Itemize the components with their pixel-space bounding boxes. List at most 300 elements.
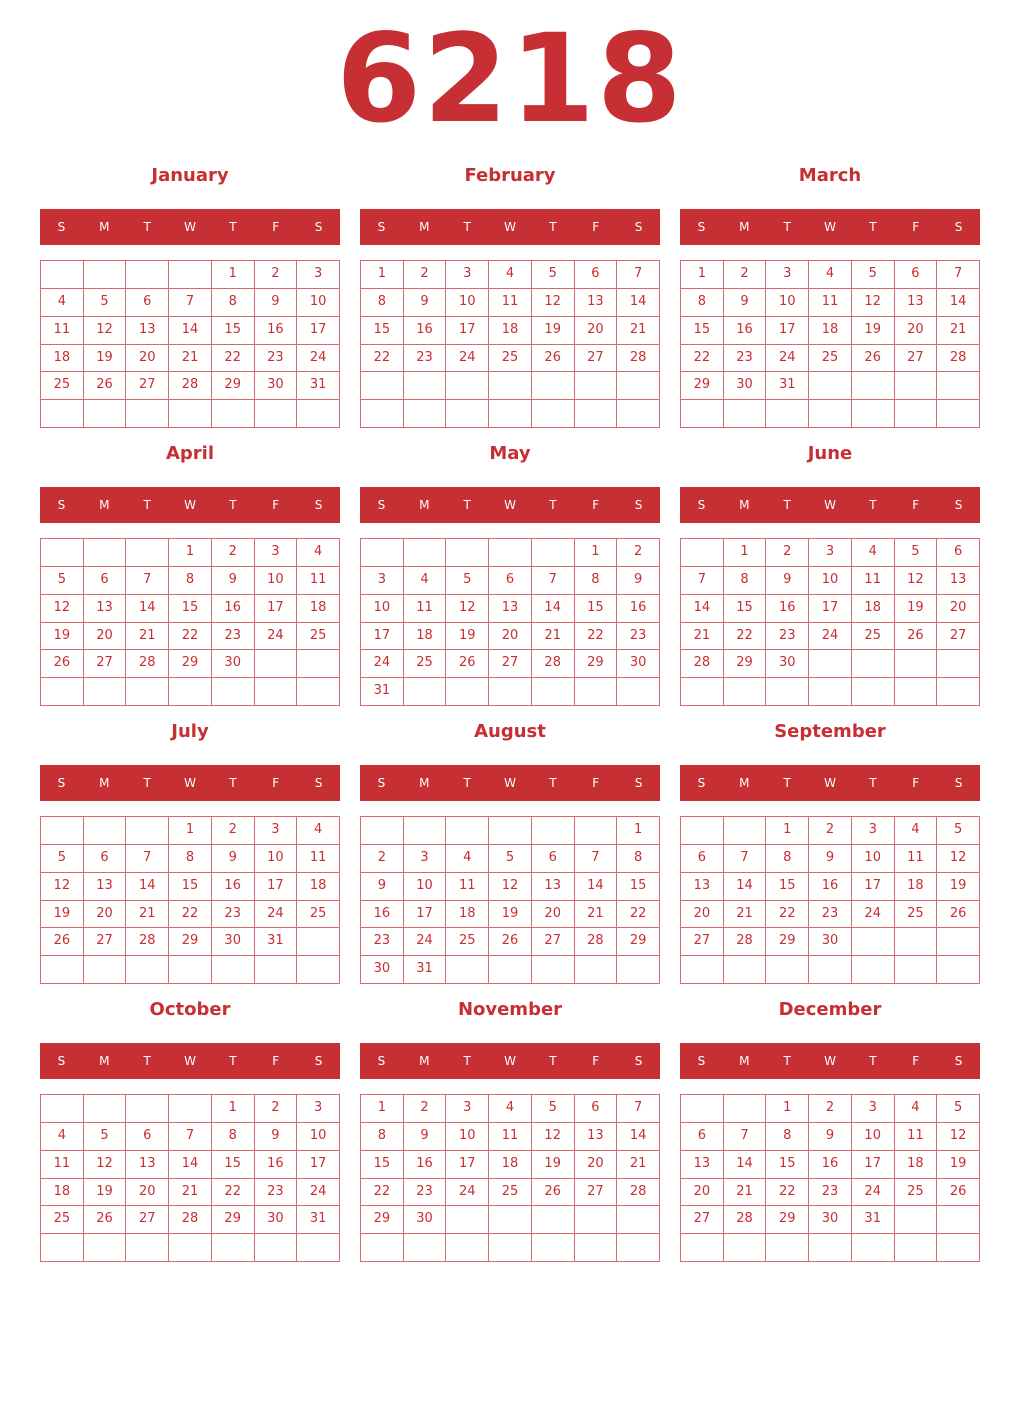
day-cell: 6 xyxy=(937,539,980,567)
empty-day-cell xyxy=(681,539,724,567)
day-cell: 21 xyxy=(617,1151,660,1179)
empty-day-cell xyxy=(532,372,575,400)
empty-day-cell xyxy=(169,956,212,984)
empty-day-cell xyxy=(575,817,618,845)
day-cell: 14 xyxy=(169,1151,212,1179)
empty-day-cell xyxy=(809,1234,852,1262)
weekday-label: S xyxy=(634,220,643,234)
empty-day-cell xyxy=(169,678,212,706)
empty-day-cell xyxy=(809,956,852,984)
day-cell: 19 xyxy=(937,1151,980,1179)
weekday-header xyxy=(40,765,340,801)
weekday-label: T xyxy=(229,220,237,234)
day-cell: 2 xyxy=(361,845,404,873)
empty-day-cell xyxy=(41,1234,84,1262)
empty-day-cell xyxy=(809,678,852,706)
empty-day-cell xyxy=(255,678,298,706)
day-cell: 14 xyxy=(126,873,169,901)
day-cell: 15 xyxy=(617,873,660,901)
day-cell: 12 xyxy=(41,873,84,901)
day-cell: 29 xyxy=(169,928,212,956)
empty-day-cell xyxy=(404,372,447,400)
empty-day-cell xyxy=(809,400,852,428)
empty-day-cell xyxy=(532,817,575,845)
empty-day-cell xyxy=(724,956,767,984)
day-cell: 25 xyxy=(489,1179,532,1207)
day-cell: 19 xyxy=(532,1151,575,1179)
weekday-label: M xyxy=(419,776,430,790)
weekday-label: F xyxy=(912,776,920,790)
day-grid xyxy=(360,260,660,428)
day-cell: 15 xyxy=(212,1151,255,1179)
weekday-label: S xyxy=(377,220,386,234)
day-cell: 29 xyxy=(766,928,809,956)
day-cell: 7 xyxy=(617,261,660,289)
weekday-label: F xyxy=(912,498,920,512)
weekday-label: T xyxy=(229,776,237,790)
day-cell: 1 xyxy=(575,539,618,567)
empty-day-cell xyxy=(809,650,852,678)
empty-day-cell xyxy=(937,372,980,400)
day-cell: 18 xyxy=(895,1151,938,1179)
day-cell: 25 xyxy=(297,623,340,651)
day-cell: 2 xyxy=(809,1095,852,1123)
empty-day-cell xyxy=(489,539,532,567)
day-cell: 26 xyxy=(489,928,532,956)
day-cell: 28 xyxy=(681,650,724,678)
month-name: November xyxy=(457,999,563,1020)
day-cell: 16 xyxy=(617,595,660,623)
empty-day-cell xyxy=(169,1095,212,1123)
weekday-label: F xyxy=(272,220,280,234)
weekday-label: F xyxy=(272,776,280,790)
day-cell: 15 xyxy=(724,595,767,623)
weekday-label: S xyxy=(634,776,643,790)
day-cell: 6 xyxy=(895,261,938,289)
weekday-label: F xyxy=(592,220,600,234)
weekday-label: T xyxy=(463,776,471,790)
month-march xyxy=(680,160,980,430)
day-cell: 27 xyxy=(681,1206,724,1234)
empty-day-cell xyxy=(126,261,169,289)
empty-day-cell xyxy=(41,956,84,984)
day-cell: 15 xyxy=(169,595,212,623)
day-cell: 22 xyxy=(766,1179,809,1207)
weekday-header xyxy=(680,209,980,245)
empty-day-cell xyxy=(361,817,404,845)
day-cell: 22 xyxy=(766,901,809,929)
month-april xyxy=(40,438,340,708)
weekday-label: M xyxy=(419,498,430,512)
day-cell: 24 xyxy=(255,623,298,651)
day-cell: 12 xyxy=(937,1123,980,1151)
weekday-label: S xyxy=(57,220,66,234)
day-cell: 21 xyxy=(724,901,767,929)
day-cell: 18 xyxy=(489,317,532,345)
empty-day-cell xyxy=(126,1234,169,1262)
month-november xyxy=(360,994,660,1264)
day-cell: 20 xyxy=(126,1179,169,1207)
weekday-label: T xyxy=(143,498,151,512)
day-cell: 15 xyxy=(766,873,809,901)
month-name: December xyxy=(778,999,882,1020)
day-cell: 10 xyxy=(852,845,895,873)
day-cell: 5 xyxy=(937,817,980,845)
day-cell: 22 xyxy=(169,901,212,929)
weekday-label: T xyxy=(869,776,877,790)
weekday-label: T xyxy=(869,220,877,234)
empty-day-cell xyxy=(84,261,127,289)
empty-day-cell xyxy=(724,678,767,706)
empty-day-cell xyxy=(446,956,489,984)
empty-day-cell xyxy=(617,956,660,984)
day-cell: 1 xyxy=(169,539,212,567)
day-cell: 5 xyxy=(41,567,84,595)
day-cell: 5 xyxy=(532,261,575,289)
day-cell: 2 xyxy=(724,261,767,289)
empty-day-cell xyxy=(681,1095,724,1123)
day-cell: 27 xyxy=(895,345,938,373)
day-cell: 20 xyxy=(937,595,980,623)
day-cell: 10 xyxy=(852,1123,895,1151)
day-cell: 24 xyxy=(446,345,489,373)
day-cell: 12 xyxy=(84,1151,127,1179)
day-cell: 12 xyxy=(895,567,938,595)
day-cell: 26 xyxy=(84,1206,127,1234)
empty-day-cell xyxy=(575,372,618,400)
day-cell: 6 xyxy=(126,1123,169,1151)
day-cell: 26 xyxy=(937,1179,980,1207)
day-cell: 5 xyxy=(489,845,532,873)
day-cell: 20 xyxy=(895,317,938,345)
empty-day-cell xyxy=(84,956,127,984)
day-cell: 31 xyxy=(255,928,298,956)
weekday-label: W xyxy=(824,1054,836,1068)
empty-day-cell xyxy=(489,1234,532,1262)
weekday-label: W xyxy=(824,776,836,790)
day-cell: 2 xyxy=(255,261,298,289)
day-cell: 18 xyxy=(895,873,938,901)
day-cell: 26 xyxy=(41,928,84,956)
weekday-label: F xyxy=(272,498,280,512)
weekday-label: T xyxy=(549,498,557,512)
day-cell: 25 xyxy=(404,650,447,678)
day-cell: 23 xyxy=(212,623,255,651)
day-cell: 9 xyxy=(255,289,298,317)
day-cell: 24 xyxy=(361,650,404,678)
month-name: June xyxy=(807,443,853,464)
day-cell: 29 xyxy=(212,1206,255,1234)
day-cell: 6 xyxy=(681,845,724,873)
empty-day-cell xyxy=(489,1206,532,1234)
day-cell: 2 xyxy=(404,1095,447,1123)
day-cell: 6 xyxy=(489,567,532,595)
day-cell: 10 xyxy=(809,567,852,595)
empty-day-cell xyxy=(84,1095,127,1123)
empty-day-cell xyxy=(766,400,809,428)
day-cell: 17 xyxy=(446,1151,489,1179)
empty-day-cell xyxy=(297,928,340,956)
day-cell: 2 xyxy=(809,817,852,845)
day-cell: 30 xyxy=(724,372,767,400)
day-cell: 7 xyxy=(126,845,169,873)
weekday-label: W xyxy=(184,776,196,790)
day-cell: 19 xyxy=(489,901,532,929)
empty-day-cell xyxy=(895,956,938,984)
empty-day-cell xyxy=(575,956,618,984)
day-cell: 17 xyxy=(404,901,447,929)
empty-day-cell xyxy=(852,678,895,706)
day-cell: 16 xyxy=(404,1151,447,1179)
day-cell: 15 xyxy=(361,1151,404,1179)
day-cell: 11 xyxy=(852,567,895,595)
month-name: March xyxy=(798,165,862,186)
weekday-header xyxy=(360,487,660,523)
empty-day-cell xyxy=(575,1206,618,1234)
empty-day-cell xyxy=(895,400,938,428)
day-cell: 6 xyxy=(681,1123,724,1151)
empty-day-cell xyxy=(852,372,895,400)
month-may xyxy=(360,438,660,708)
empty-day-cell xyxy=(937,956,980,984)
empty-day-cell xyxy=(766,678,809,706)
month-name: January xyxy=(151,165,229,186)
empty-day-cell xyxy=(489,400,532,428)
empty-day-cell xyxy=(681,1234,724,1262)
day-cell: 25 xyxy=(41,1206,84,1234)
day-cell: 23 xyxy=(617,623,660,651)
day-cell: 20 xyxy=(84,623,127,651)
day-cell: 13 xyxy=(126,1151,169,1179)
weekday-label: T xyxy=(869,1054,877,1068)
day-cell: 30 xyxy=(255,1206,298,1234)
empty-day-cell xyxy=(361,400,404,428)
day-grid xyxy=(360,816,660,984)
empty-day-cell xyxy=(297,1234,340,1262)
day-cell: 30 xyxy=(766,650,809,678)
day-cell: 21 xyxy=(126,623,169,651)
empty-day-cell xyxy=(446,539,489,567)
day-cell: 16 xyxy=(361,901,404,929)
day-cell: 22 xyxy=(169,623,212,651)
day-cell: 25 xyxy=(297,901,340,929)
weekday-label: M xyxy=(419,220,430,234)
weekday-label: W xyxy=(184,498,196,512)
day-cell: 3 xyxy=(297,261,340,289)
day-cell: 19 xyxy=(446,623,489,651)
day-cell: 1 xyxy=(361,1095,404,1123)
day-cell: 28 xyxy=(937,345,980,373)
day-cell: 18 xyxy=(41,345,84,373)
day-cell: 16 xyxy=(809,873,852,901)
day-cell: 23 xyxy=(809,901,852,929)
day-cell: 25 xyxy=(446,928,489,956)
day-cell: 9 xyxy=(724,289,767,317)
year-title: 6218 xyxy=(336,8,684,150)
day-cell: 18 xyxy=(489,1151,532,1179)
month-name: May xyxy=(489,443,531,464)
weekday-label: W xyxy=(504,220,516,234)
day-cell: 27 xyxy=(126,1206,169,1234)
day-cell: 3 xyxy=(809,539,852,567)
empty-day-cell xyxy=(41,817,84,845)
day-cell: 28 xyxy=(532,650,575,678)
day-cell: 27 xyxy=(84,650,127,678)
day-cell: 14 xyxy=(681,595,724,623)
empty-day-cell xyxy=(617,1234,660,1262)
empty-day-cell xyxy=(575,1234,618,1262)
day-cell: 3 xyxy=(361,567,404,595)
day-cell: 27 xyxy=(681,928,724,956)
day-cell: 22 xyxy=(361,345,404,373)
empty-day-cell xyxy=(404,678,447,706)
day-cell: 2 xyxy=(212,817,255,845)
day-cell: 17 xyxy=(446,317,489,345)
day-cell: 9 xyxy=(617,567,660,595)
weekday-label: T xyxy=(463,220,471,234)
weekday-label: S xyxy=(954,1054,963,1068)
day-cell: 5 xyxy=(895,539,938,567)
empty-day-cell xyxy=(446,1234,489,1262)
day-cell: 7 xyxy=(169,1123,212,1151)
day-cell: 21 xyxy=(617,317,660,345)
day-cell: 30 xyxy=(361,956,404,984)
weekday-label: S xyxy=(954,498,963,512)
month-september xyxy=(680,716,980,986)
weekday-label: S xyxy=(377,776,386,790)
day-cell: 30 xyxy=(809,928,852,956)
day-grid xyxy=(360,1094,660,1262)
day-cell: 26 xyxy=(84,372,127,400)
empty-day-cell xyxy=(361,1234,404,1262)
day-cell: 27 xyxy=(937,623,980,651)
empty-day-cell xyxy=(937,400,980,428)
day-cell: 8 xyxy=(724,567,767,595)
month-june xyxy=(680,438,980,708)
empty-day-cell xyxy=(724,1095,767,1123)
empty-day-cell xyxy=(937,1206,980,1234)
weekday-label: M xyxy=(739,220,750,234)
weekday-header xyxy=(680,1043,980,1079)
month-august xyxy=(360,716,660,986)
empty-day-cell xyxy=(126,817,169,845)
day-cell: 1 xyxy=(724,539,767,567)
empty-day-cell xyxy=(361,372,404,400)
day-cell: 9 xyxy=(404,1123,447,1151)
weekday-label: T xyxy=(143,1054,151,1068)
weekday-header xyxy=(40,1043,340,1079)
empty-day-cell xyxy=(617,1206,660,1234)
empty-day-cell xyxy=(126,1095,169,1123)
day-cell: 18 xyxy=(41,1179,84,1207)
day-cell: 14 xyxy=(617,289,660,317)
day-grid xyxy=(680,260,980,428)
day-cell: 12 xyxy=(41,595,84,623)
day-cell: 29 xyxy=(766,1206,809,1234)
day-cell: 24 xyxy=(297,1179,340,1207)
day-cell: 6 xyxy=(575,1095,618,1123)
day-cell: 4 xyxy=(297,817,340,845)
day-cell: 23 xyxy=(809,1179,852,1207)
day-cell: 19 xyxy=(41,623,84,651)
weekday-header xyxy=(360,765,660,801)
day-cell: 7 xyxy=(532,567,575,595)
day-cell: 4 xyxy=(41,289,84,317)
day-cell: 7 xyxy=(724,1123,767,1151)
day-cell: 26 xyxy=(41,650,84,678)
empty-day-cell xyxy=(84,539,127,567)
empty-day-cell xyxy=(404,1234,447,1262)
month-name: April xyxy=(165,443,215,464)
day-cell: 27 xyxy=(532,928,575,956)
day-cell: 16 xyxy=(404,317,447,345)
day-cell: 24 xyxy=(809,623,852,651)
empty-day-cell xyxy=(212,956,255,984)
empty-day-cell xyxy=(446,372,489,400)
empty-day-cell xyxy=(404,539,447,567)
day-cell: 6 xyxy=(84,845,127,873)
weekday-label: F xyxy=(272,1054,280,1068)
empty-day-cell xyxy=(212,400,255,428)
empty-day-cell xyxy=(852,400,895,428)
empty-day-cell xyxy=(724,817,767,845)
weekday-label: M xyxy=(739,498,750,512)
day-cell: 5 xyxy=(532,1095,575,1123)
day-cell: 23 xyxy=(212,901,255,929)
day-cell: 23 xyxy=(255,1179,298,1207)
day-cell: 3 xyxy=(255,817,298,845)
day-cell: 15 xyxy=(766,1151,809,1179)
day-cell: 24 xyxy=(852,901,895,929)
weekday-label: T xyxy=(229,1054,237,1068)
weekday-label: T xyxy=(143,776,151,790)
empty-day-cell xyxy=(41,678,84,706)
day-cell: 28 xyxy=(617,1179,660,1207)
empty-day-cell xyxy=(169,1234,212,1262)
weekday-label: W xyxy=(504,1054,516,1068)
day-cell: 1 xyxy=(212,1095,255,1123)
empty-day-cell xyxy=(895,678,938,706)
month-july xyxy=(40,716,340,986)
day-cell: 23 xyxy=(404,345,447,373)
empty-day-cell xyxy=(681,956,724,984)
empty-day-cell xyxy=(41,1095,84,1123)
day-cell: 13 xyxy=(681,873,724,901)
day-cell: 4 xyxy=(895,1095,938,1123)
day-cell: 5 xyxy=(852,261,895,289)
month-name: September xyxy=(774,721,886,742)
empty-day-cell xyxy=(84,400,127,428)
empty-day-cell xyxy=(489,678,532,706)
day-cell: 7 xyxy=(617,1095,660,1123)
weekday-label: M xyxy=(739,1054,750,1068)
day-cell: 3 xyxy=(404,845,447,873)
day-cell: 29 xyxy=(724,650,767,678)
weekday-label: S xyxy=(634,498,643,512)
day-cell: 25 xyxy=(895,1179,938,1207)
empty-day-cell xyxy=(41,400,84,428)
day-cell: 3 xyxy=(297,1095,340,1123)
day-cell: 11 xyxy=(41,317,84,345)
empty-day-cell xyxy=(84,1234,127,1262)
day-cell: 14 xyxy=(532,595,575,623)
day-cell: 31 xyxy=(766,372,809,400)
day-cell: 15 xyxy=(681,317,724,345)
empty-day-cell xyxy=(852,956,895,984)
day-cell: 6 xyxy=(532,845,575,873)
day-cell: 21 xyxy=(575,901,618,929)
empty-day-cell xyxy=(575,678,618,706)
